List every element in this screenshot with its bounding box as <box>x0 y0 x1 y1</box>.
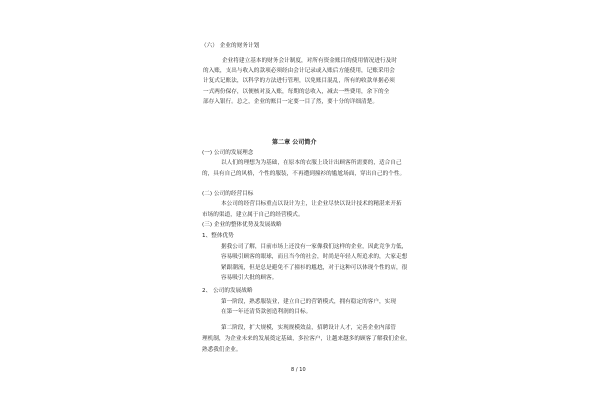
section-heading-concept: (一) 公司的发展理念 <box>202 150 254 156</box>
section-heading-finance: （六） 企业的财务计划 <box>201 43 260 49</box>
paragraph-line: 第一阶段，熟悉服装业，建立自己的营销模式，拥有稳定的客户，实现 <box>221 299 396 305</box>
chapter-title: 第二章 公司简介 <box>272 139 317 146</box>
paragraph-line: 企业将建立基本的财务会计制度，对所有资金账目的使用情况进行及时 <box>222 58 397 64</box>
paragraph-line: 以人们的理想为为基础，在原本的衣服上设计出顾客所需要的，适合自己 <box>221 160 402 166</box>
paragraph-line: 的，具有自己的风格，个性的服装，不再遭到撞衫的尴尬场面，穿出自己的个性。 <box>202 171 406 177</box>
section-heading-strategy: 2、 公司的发展战略 <box>202 288 253 294</box>
page-number: 8 / 10 <box>291 367 306 373</box>
paragraph-line: 据我公司了解，目前市场上还没有一家像我们这样的企业，因此竞争力低， <box>221 244 408 250</box>
section-heading-goal: (二) 公司的经营目标 <box>202 191 254 197</box>
paragraph-line: 熟悉我们企业。 <box>202 347 242 353</box>
paragraph-line: 计复式记账法，以科学的方法进行管理，以免账目混乱，所有的收款单据必须 <box>203 78 395 84</box>
paragraph-line: 一式两份保存，以便核对及入账，每期的总收入，减去一些费用，余下的全 <box>203 89 390 95</box>
paragraph-line: 容易吸引顾客的眼球，而且当今的社会，时尚是年轻人所追求的，大家走想 <box>221 254 408 260</box>
paragraph-line: 紧跟潮流，但是总是避免不了撞衫的尴尬，对于这种可以体现个性的店，很 <box>221 265 408 271</box>
paragraph-line: 第二阶段，扩大规模，实现规模效益，招聘设计人才，完善企业内部管 <box>221 325 396 331</box>
paragraph-line: 部存入银行。总之，企业的账目一定要一目了然，要十分的详细清楚。 <box>203 99 378 105</box>
paragraph-line: 在第一年还清贷款创造利润的目标。 <box>221 309 312 315</box>
section-heading-advantage: (三) 企业的整体优势及发展战略 <box>202 222 282 228</box>
paragraph-line: 的入账，支出与收入的款项必须经由会计记录或入账后方能使用，记账采用会 <box>203 68 395 74</box>
sub-heading-overall-advantage: 1、整体优势 <box>202 233 234 239</box>
paragraph-line: 理机制，为企业未来的发展奠定基础，多拉客户，让越来越多的顾客了解我们企业， <box>202 336 411 342</box>
paragraph-line: 容易吸引大批的顾客。 <box>221 275 278 281</box>
paragraph-line: 本公司的经营目标重点以设计为主，让企业尽快以设计技术的精湛来开拓 <box>221 201 402 207</box>
paragraph-line: 市场的渠道，建立属于自己的经营模式。 <box>202 212 304 218</box>
